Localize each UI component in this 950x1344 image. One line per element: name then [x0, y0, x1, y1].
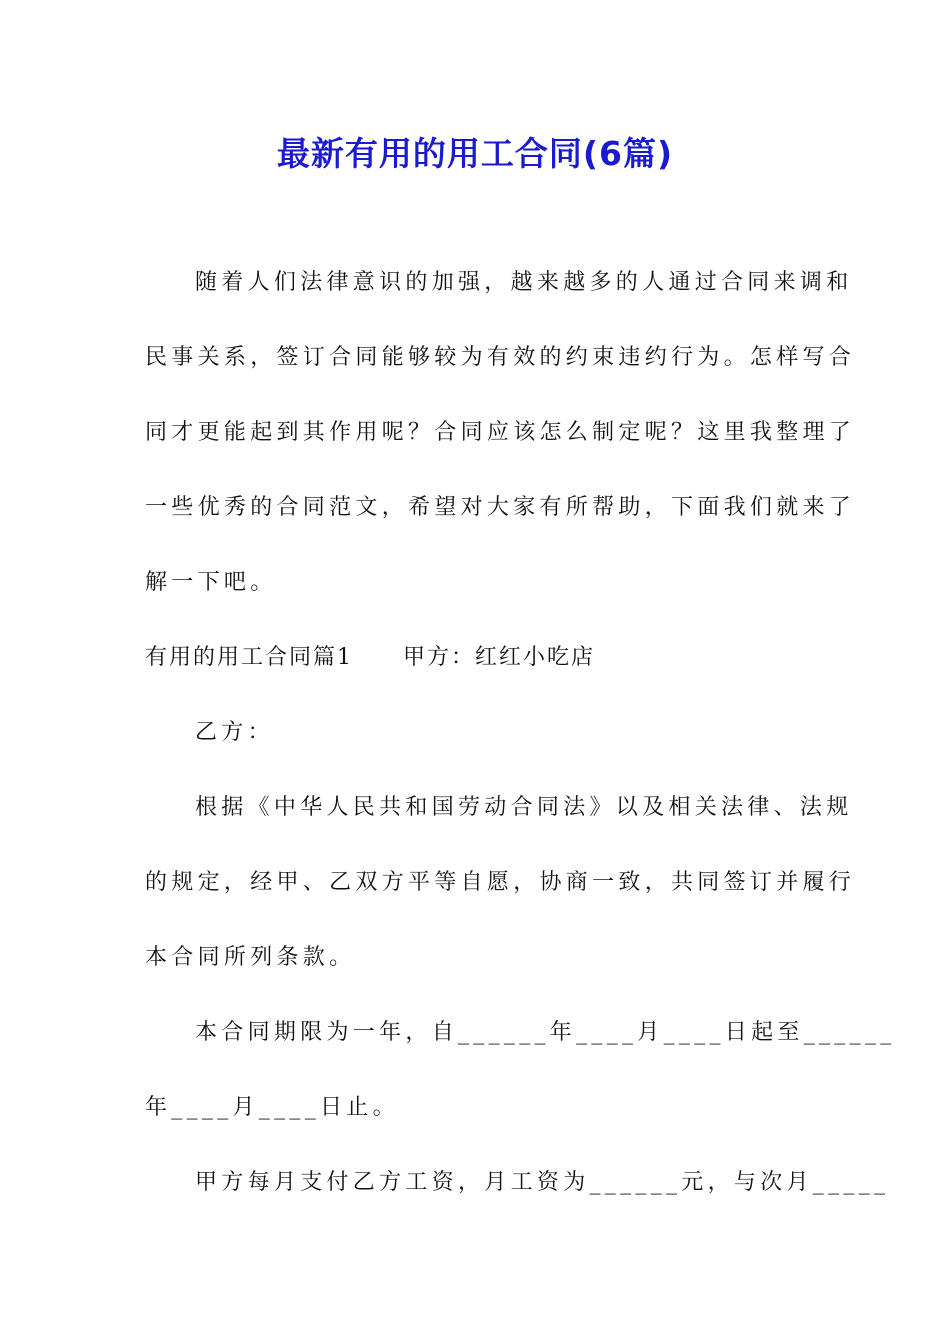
clause2-line-1: 本合同期限为一年，自______年____月____日起至______	[195, 1020, 896, 1045]
clause1-line-1: 根据《中华人民共和国劳动合同法》以及相关法律、法规	[195, 795, 853, 820]
clause1-line-2: 的规定，经甲、乙双方平等自愿，协商一致，共同签订并履行	[145, 870, 856, 895]
section-heading-row	[145, 643, 810, 673]
intro-line-3: 同才更能起到其作用呢？合同应该怎么制定呢？这里我整理了	[145, 420, 856, 445]
clause2-line-2: 年____月____日止。	[145, 1095, 399, 1120]
clause3-line-1: 甲方每月支付乙方工资，月工资为______元，与次月_____	[195, 1170, 890, 1195]
document-title: 最新有用的用工合同(6篇)	[276, 134, 674, 173]
intro-line-1: 随着人们法律意识的加强，越来越多的人通过合同来调和	[195, 270, 853, 295]
party-b: 乙方：	[195, 720, 274, 745]
intro-line-2: 民事关系，签订合同能够较为有效的约束违约行为。怎样写合	[145, 345, 856, 370]
clause1-line-3: 本合同所列条款。	[145, 945, 356, 970]
party-a: 甲方：红红小吃店	[403, 645, 596, 670]
intro-line-5: 解一下吧。	[145, 570, 277, 595]
section-heading: 有用的用工合同篇1	[145, 645, 353, 670]
intro-line-4: 一些优秀的合同范文，希望对大家有所帮助，下面我们就来了	[145, 495, 856, 520]
